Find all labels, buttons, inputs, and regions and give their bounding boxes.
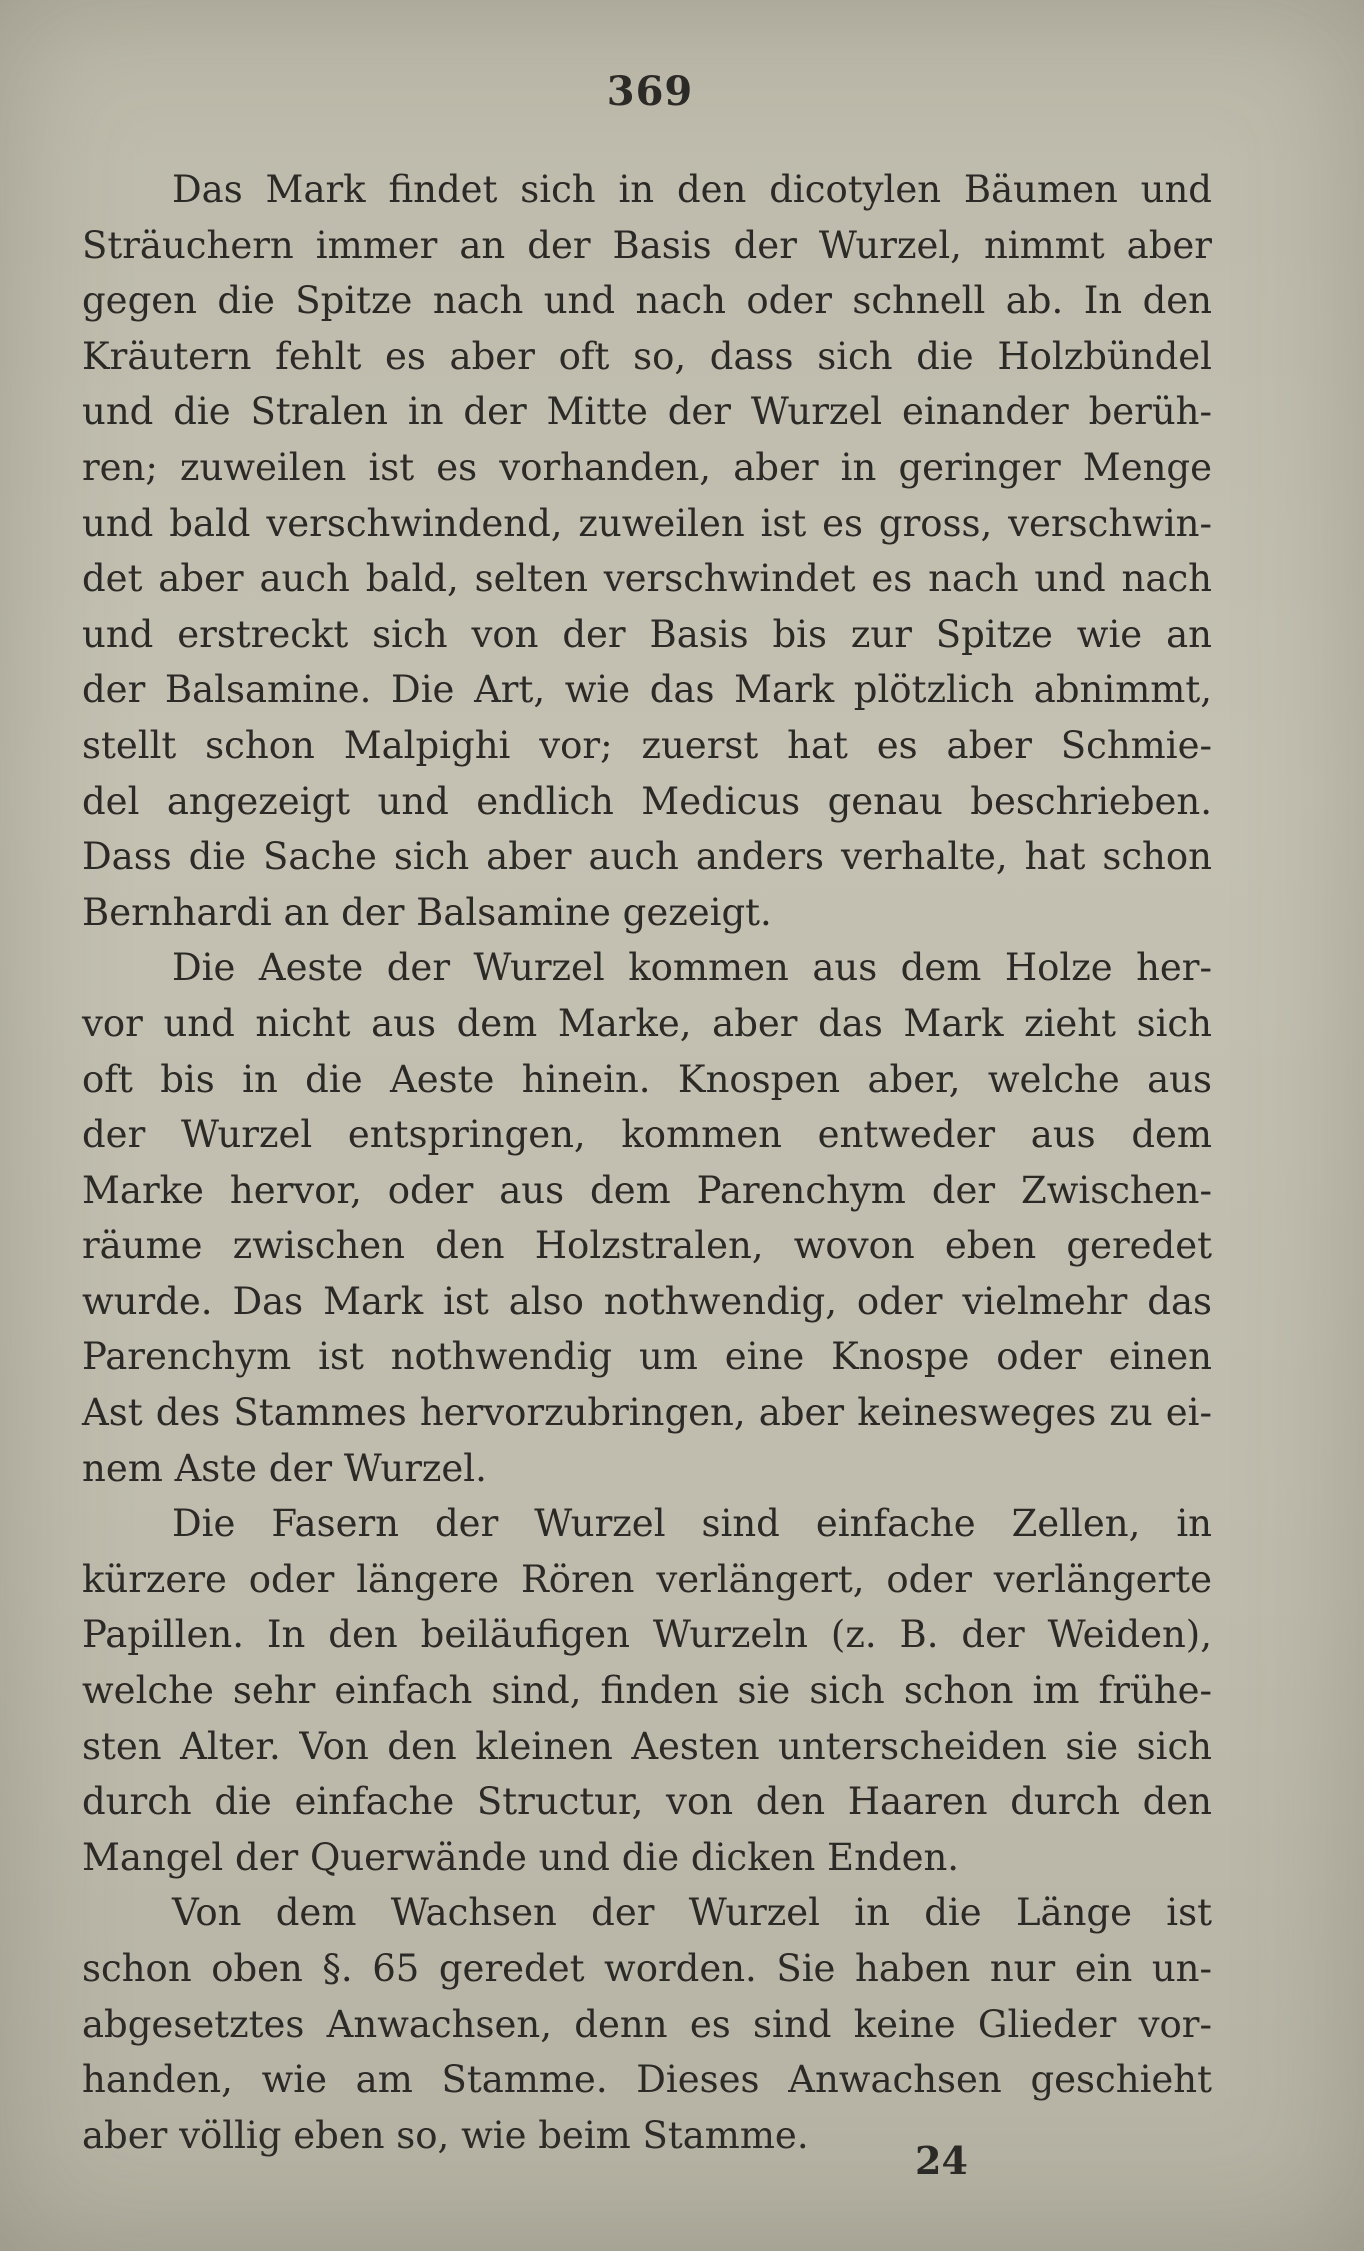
text-line: der Balsamine. Die Art, wie das Mark plötzlich abnimmt, xyxy=(82,668,1212,712)
text-line: Von dem Wachsen der Wurzel in die Länge ist xyxy=(172,1891,1212,1935)
text-line: welche sehr einfach sind, finden sie sich schon im frühe- xyxy=(82,1669,1212,1713)
text-line: handen, wie am Stamme. Dieses Anwachsen geschieht xyxy=(82,2058,1212,2102)
text-line: Dass die Sache sich aber auch anders verhalte, hat schon xyxy=(82,835,1212,879)
text-line: Das Mark findet sich in den dicotylen Bäumen und xyxy=(172,168,1212,211)
paragraph xyxy=(82,940,1212,1496)
text-line: sten Alter. Von den kleinen Aesten unterscheiden sie sich xyxy=(82,1724,1212,1768)
text-line: Kräutern fehlt es aber oft so, dass sich die Holzbündel xyxy=(82,334,1212,378)
body-text xyxy=(82,162,1212,2163)
text-line: räume zwischen den Holzstralen, wovon eben geredet xyxy=(82,1224,1212,1268)
text-line: kürzere oder längere Rören verlängert, oder verlängerte xyxy=(82,1557,1212,1601)
text-line: oft bis in die Aeste hinein. Knospen aber, welche aus xyxy=(82,1057,1212,1101)
text-line: der Wurzel entspringen, kommen entweder aus dem xyxy=(82,1113,1212,1157)
text-line: Ast des Stammes hervorzubringen, aber keinesweges zu ei- xyxy=(82,1391,1212,1435)
text-line: Marke hervor, oder aus dem Parenchym der Zwischen- xyxy=(82,1168,1212,1212)
text-line: Die Fasern der Wurzel sind einfache Zellen, in xyxy=(172,1502,1212,1546)
text-line: Papillen. In den beiläufigen Wurzeln (z. B. der Weiden), xyxy=(82,1613,1212,1657)
text-line: det aber auch bald, selten verschwindet es nach und nach xyxy=(82,557,1212,601)
signature-mark: 24 xyxy=(915,2138,968,2183)
text-line: Die Aeste der Wurzel kommen aus dem Holze her- xyxy=(172,946,1212,990)
text-line: vor und nicht aus dem Marke, aber das Mark zieht sich xyxy=(82,1001,1212,1045)
text-line: stellt schon Malpighi vor; zuerst hat es aber Schmie- xyxy=(82,723,1212,767)
text-line: schon oben §. 65 geredet worden. Sie haben nur ein un- xyxy=(82,1947,1212,1990)
text-line: aber völlig eben so, wie beim Stamme. xyxy=(82,2113,809,2157)
paragraph xyxy=(82,1496,1212,1885)
text-line: abgesetztes Anwachsen, denn es sind keine Glieder vor- xyxy=(82,2002,1212,2046)
text-line: Parenchym ist nothwendig um eine Knospe oder einen xyxy=(82,1335,1212,1379)
text-line: und erstreckt sich von der Basis bis zur Spitze wie an xyxy=(82,612,1212,656)
text-line: del angezeigt und endlich Medicus genau beschrieben. xyxy=(82,779,1212,823)
text-line: durch die einfache Structur, von den Haaren durch den xyxy=(82,1780,1212,1824)
text-line: Sträuchern immer an der Basis der Wurzel, nimmt aber xyxy=(82,223,1212,267)
text-line: ren; zuweilen ist es vorhanden, aber in geringer Menge xyxy=(82,445,1212,489)
text-line: wurde. Das Mark ist also nothwendig, oder vielmehr das xyxy=(82,1279,1212,1323)
page-number: 369 xyxy=(606,68,694,115)
text-line: Bernhardi an der Balsamine gezeigt. xyxy=(82,890,772,934)
text-line: gegen die Spitze nach und nach oder schnell ab. In den xyxy=(82,279,1212,323)
paragraph xyxy=(82,162,1212,940)
text-line: Mangel der Querwände und die dicken Enden. xyxy=(82,1835,960,1879)
text-line: und bald verschwindend, zuweilen ist es gross, verschwin- xyxy=(82,501,1212,545)
text-line: und die Stralen in der Mitte der Wurzel einander berüh- xyxy=(82,390,1212,434)
text-line: nem Aste der Wurzel. xyxy=(82,1446,487,1490)
paragraph xyxy=(82,1885,1212,2163)
